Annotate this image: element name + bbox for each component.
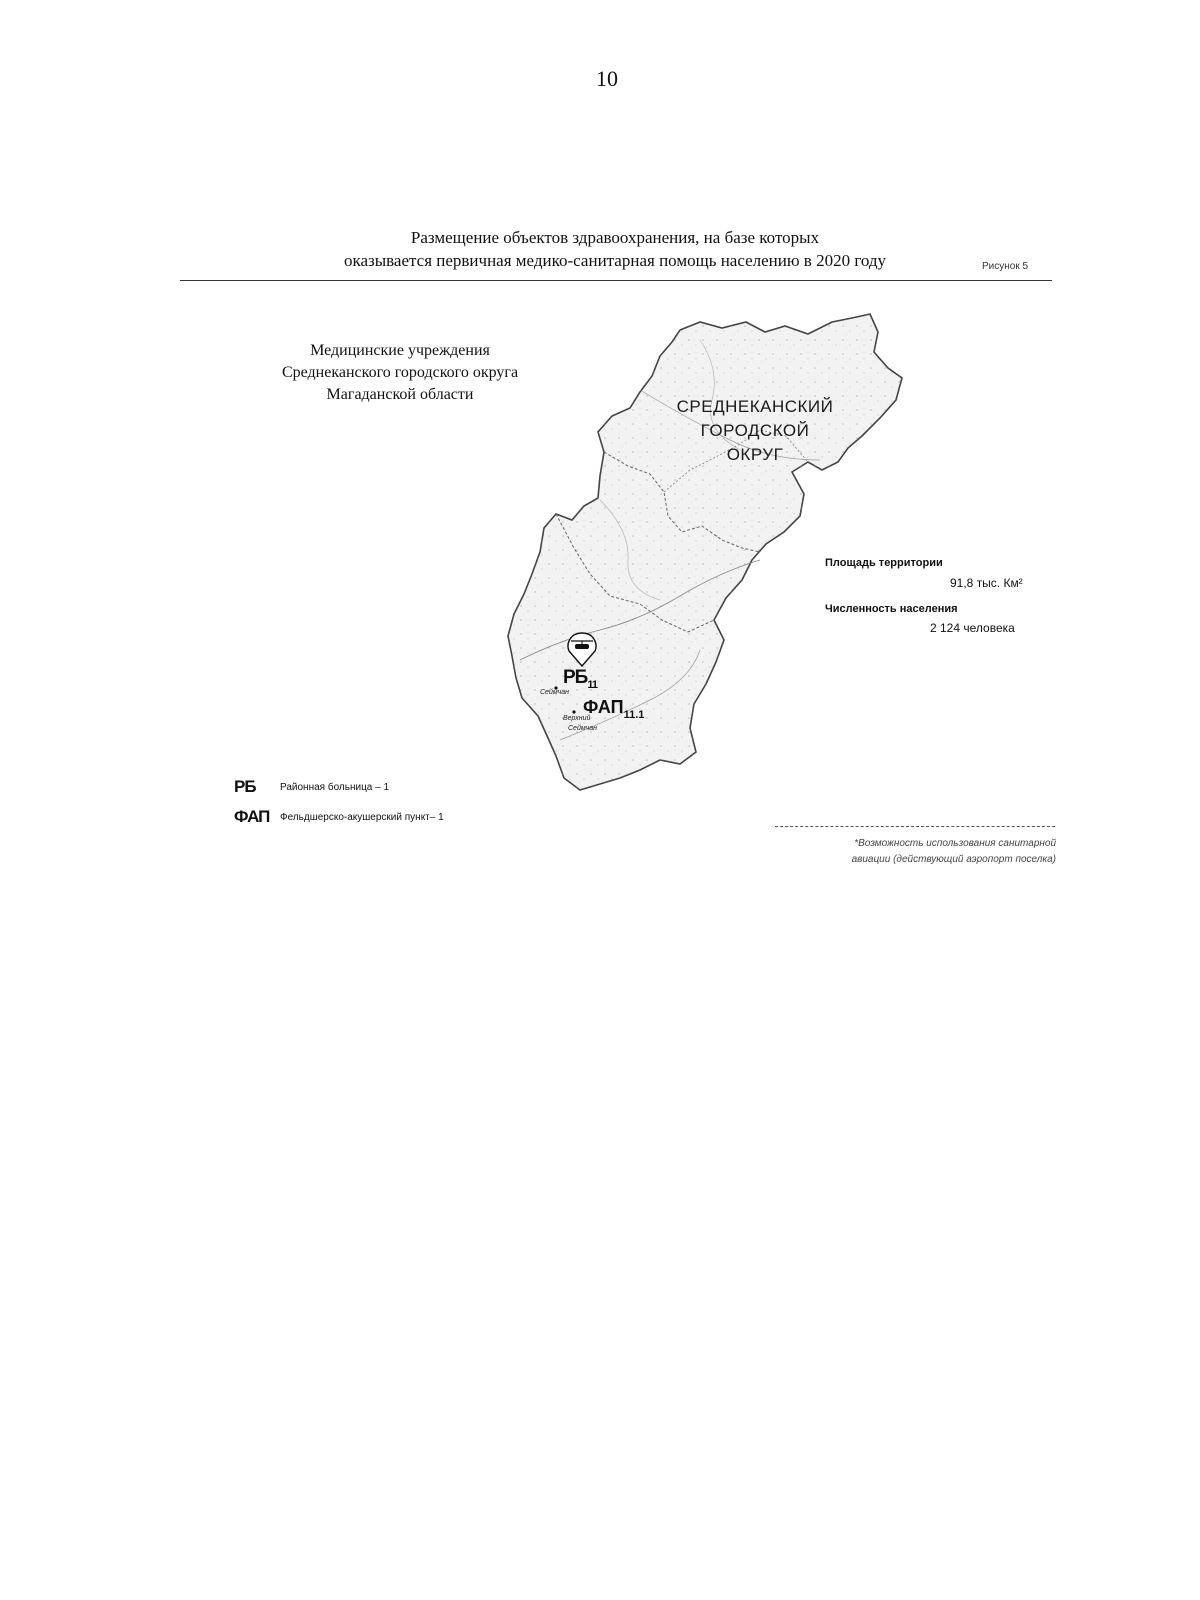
region-label-line-3: ОКРУГ (726, 445, 784, 464)
fap-marker (583, 697, 645, 721)
fap-marker-index: 11.1 (623, 709, 645, 721)
legend-rb-label: Районная больница – 1 (280, 781, 390, 793)
area-value: 91,8 тыс. Км² (950, 576, 1023, 590)
fap-marker-code: ФАП (583, 697, 624, 717)
region-label-line-1: СРЕДНЕКАНСКИЙ (676, 397, 834, 416)
footnote-line-1: *Возможность использования санитарной (854, 838, 1056, 849)
place-label-seymchan: Сеймчан (540, 689, 570, 696)
footnote-line-2: авиации (действующий аэропорт поселка) (851, 854, 1056, 865)
settlement-dot (572, 710, 575, 713)
map-heading-line-2: Среднеканского городского округа (281, 364, 519, 381)
rb-marker (563, 667, 597, 689)
place-label-verkhny: Верхний (563, 715, 591, 722)
legend-fap-label: Фельдшерско-акушерский пункт– 1 (280, 811, 444, 823)
page-number: 10 (596, 66, 618, 91)
figure-label: Рисунок 5 (982, 261, 1029, 272)
place-label-seymchan-2: Сеймчан (568, 725, 598, 732)
legend-item-fap (234, 807, 444, 827)
rb-marker-code: РБ (563, 667, 588, 688)
region-label (655, 395, 855, 467)
title-line-1: Размещение объектов здравоохранения, на базе которых (410, 228, 820, 247)
legend-rb-code: РБ (234, 777, 256, 796)
map-heading-line-1: Медицинские учреждения (310, 342, 490, 359)
footnote-divider (775, 826, 1055, 827)
area-title: Площадь территории (825, 557, 943, 569)
rb-marker-index: 11 (587, 679, 597, 691)
region-label-line-2: ГОРОДСКОЙ (700, 421, 810, 440)
population-value: 2 124 человека (930, 621, 1015, 635)
legend-fap-code: ФАП (234, 807, 270, 826)
footnote (760, 836, 1056, 868)
title-line-2: оказывается первичная медико-санитарная помощь населению в 2020 году (343, 251, 887, 270)
legend-item-rb (234, 777, 389, 797)
population-title: Численность населения (825, 603, 958, 615)
map-heading-line-3: Магаданской области (326, 386, 474, 403)
